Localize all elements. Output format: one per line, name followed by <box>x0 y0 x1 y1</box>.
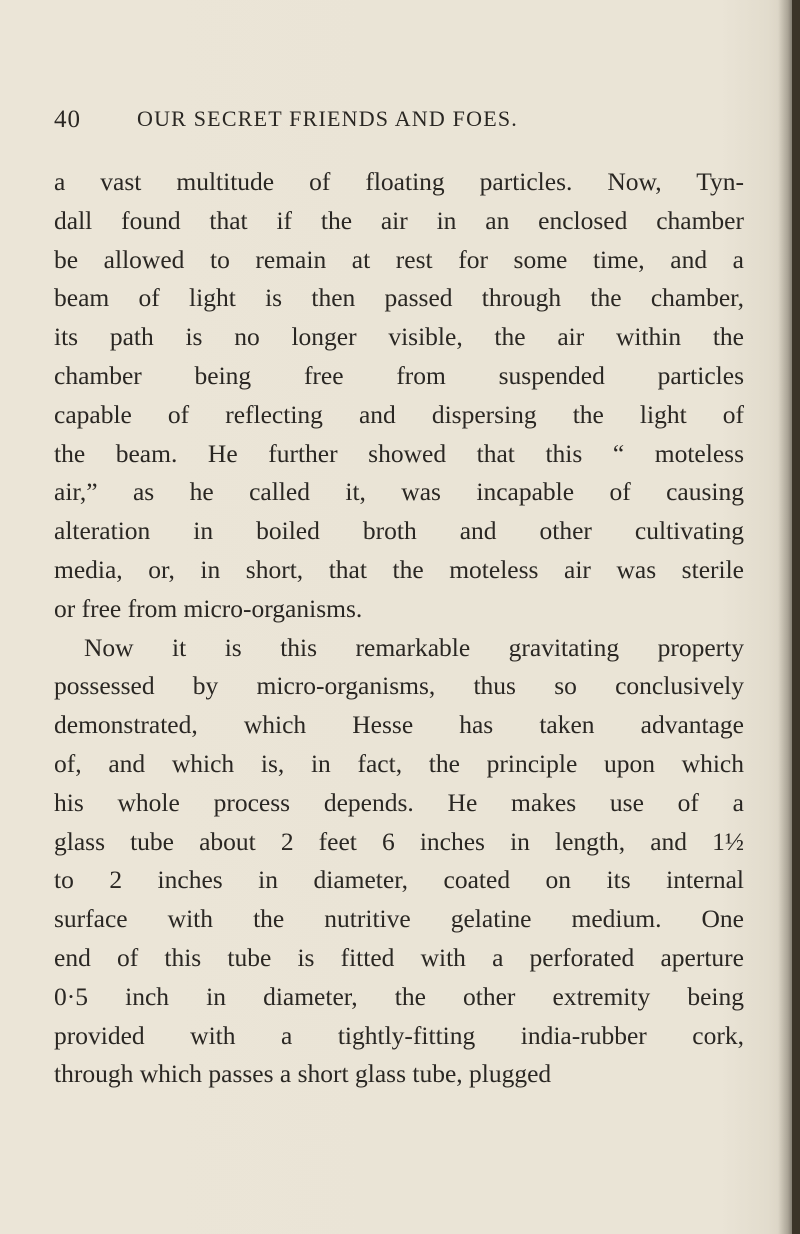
text-line: to 2 inches in diameter, coated on its internal <box>54 865 744 895</box>
text-line: air,” as he called it, was incapable of causing <box>54 477 744 507</box>
running-title: OUR SECRET FRIENDS AND FOES. <box>137 106 518 131</box>
running-header <box>54 106 744 140</box>
body-text <box>54 163 744 1094</box>
page-edge <box>792 0 800 1234</box>
text-line: through which passes a short glass tube, plugged <box>54 1059 552 1089</box>
text-line: its path is no longer visible, the air within the <box>54 322 744 352</box>
text-line: capable of reflecting and dispersing the light of <box>54 399 744 429</box>
text-line: glass tube about 2 feet 6 inches in length, and 1½ <box>54 826 744 856</box>
text-line: beam of light is then passed through the chamber, <box>54 283 744 313</box>
text-line: a vast multitude of floating particles. Now, Tyn- <box>54 167 744 196</box>
text-line: or free from micro-organisms. <box>54 593 363 623</box>
text-line: chamber being free from suspended particles <box>54 360 744 390</box>
text-line: provided with a tightly-fitting india-rubber cork, <box>54 1020 744 1050</box>
text-line: demonstrated, which Hesse has taken advantage <box>54 710 744 740</box>
text-line: his whole process depends. He makes use of a <box>54 787 744 817</box>
text-line: 0·5 inch in diameter, the other extremity being <box>54 981 744 1011</box>
text-line: dall found that if the air in an enclosed chamber <box>54 205 744 235</box>
page-number: 40 <box>54 106 81 133</box>
text-line: media, or, in short, that the moteless air was sterile <box>54 554 744 584</box>
text-line: be allowed to remain at rest for some time, and a <box>54 244 744 274</box>
text-line: end of this tube is fitted with a perforated aperture <box>54 942 744 972</box>
text-line: Now it is this remarkable gravitating property <box>84 632 744 662</box>
text-line: the beam. He further showed that this “ moteless <box>54 438 744 468</box>
text-line: alteration in boiled broth and other cultivating <box>54 516 744 546</box>
text-line: possessed by micro-organisms, thus so conclusively <box>54 671 744 701</box>
text-line: surface with the nutritive gelatine medium. One <box>54 904 744 934</box>
text-line: of, and which is, in fact, the principle upon which <box>54 748 744 778</box>
